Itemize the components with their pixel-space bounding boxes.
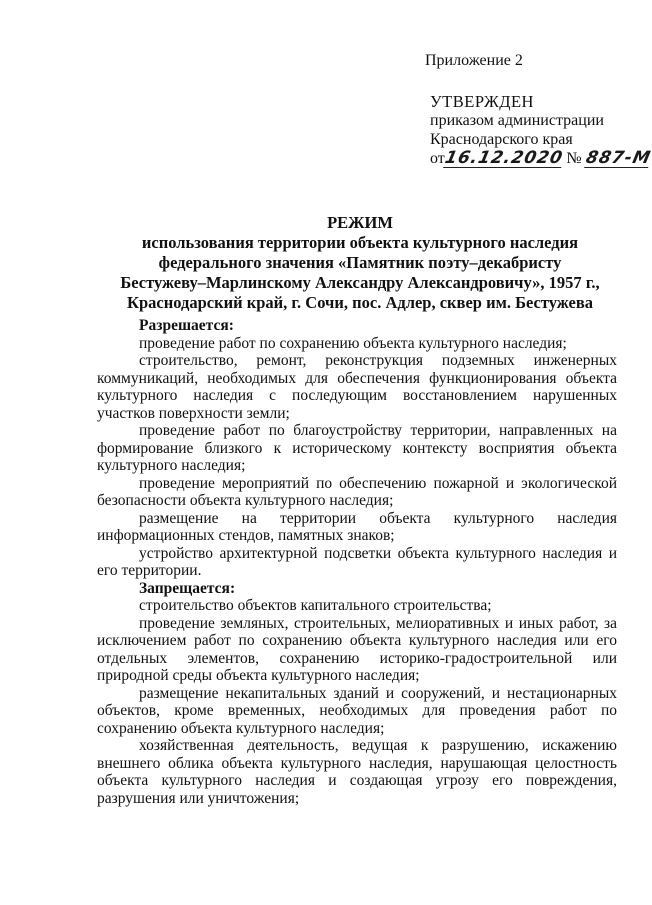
allowed-item: проведение работ по благоустройству территории, направленных на формирование близкого к историческому контексту восприятия объекта культурного наследия; xyxy=(97,422,617,474)
title-line-2: федерального значения «Памятник поэту–декабристу xyxy=(158,253,562,272)
allowed-item: проведение работ по сохранению объекта культурного наследия; xyxy=(139,334,567,352)
title-line-3: Бестужеву–Марлинскому Александру Александровичу», 1957 г., xyxy=(120,273,600,292)
allowed-heading: Разрешается: xyxy=(139,317,234,334)
approved-by: приказом администрации xyxy=(430,112,604,129)
order-number-handwritten: 887-М xyxy=(583,148,652,168)
forbidden-item: строительство объектов капитального строительства; xyxy=(139,597,492,614)
allowed-item: устройство архитектурной подсветки объекта культурного наследия и его территории. xyxy=(97,544,617,579)
allowed-item: строительство, ремонт, реконструкция подземных инженерных коммуникаций, необходимых для обеспечения функционирования объекта культурного наследия с последующим восстановлением нарушенных участков поверхности земли; xyxy=(97,352,617,422)
allowed-item: размещение на территории объекта культурного наследия информационных стендов, памятных знаков; xyxy=(97,509,617,544)
number-label: № xyxy=(566,150,582,167)
document-body xyxy=(97,317,617,807)
title-line-1: использования территории объекта культурного наследия xyxy=(141,233,579,252)
approved-word: УТВЕРЖДЕН xyxy=(430,92,534,111)
approval-block xyxy=(430,92,650,168)
forbidden-item: размещение некапитальных зданий и сооружений, и нестационарных объектов, кроме временных, необходимых для проведения работ по сохранению объекта культурного наследия; xyxy=(97,684,617,737)
forbidden-heading: Запрещается: xyxy=(139,579,236,597)
forbidden-item: хозяйственная деятельность, ведущая к разрушению, искажению внешнего облика объекта культурного наследия, нарушающая целостность объекта культурного наследия и создающая угрозу его повреждения, разрушения или уничтожения; xyxy=(97,737,617,807)
document-title xyxy=(95,213,625,313)
order-date-number-line xyxy=(430,149,650,168)
annex-label: Приложение 2 xyxy=(425,52,523,69)
approved-region: Краснодарского края xyxy=(430,131,573,148)
date-prefix: от xyxy=(430,150,445,167)
title-heading: РЕЖИМ xyxy=(327,213,393,232)
allowed-item: проведение мероприятий по обеспечению пожарной и экологической безопасности объекта культурного наследия; xyxy=(97,474,617,509)
title-line-4: Краснодарский край, г. Сочи, пос. Адлер, сквер им. Бестужева xyxy=(127,293,593,312)
forbidden-item: проведение земляных, строительных, мелиоративных и иных работ, за исключением работ по сохранению объекта культурного наследия или его отдельных элементов, сохранению историко-градостроительной или природной среды объекта культурного наследия; xyxy=(97,614,617,684)
order-date-handwritten: 16.12.2020 xyxy=(442,148,565,168)
